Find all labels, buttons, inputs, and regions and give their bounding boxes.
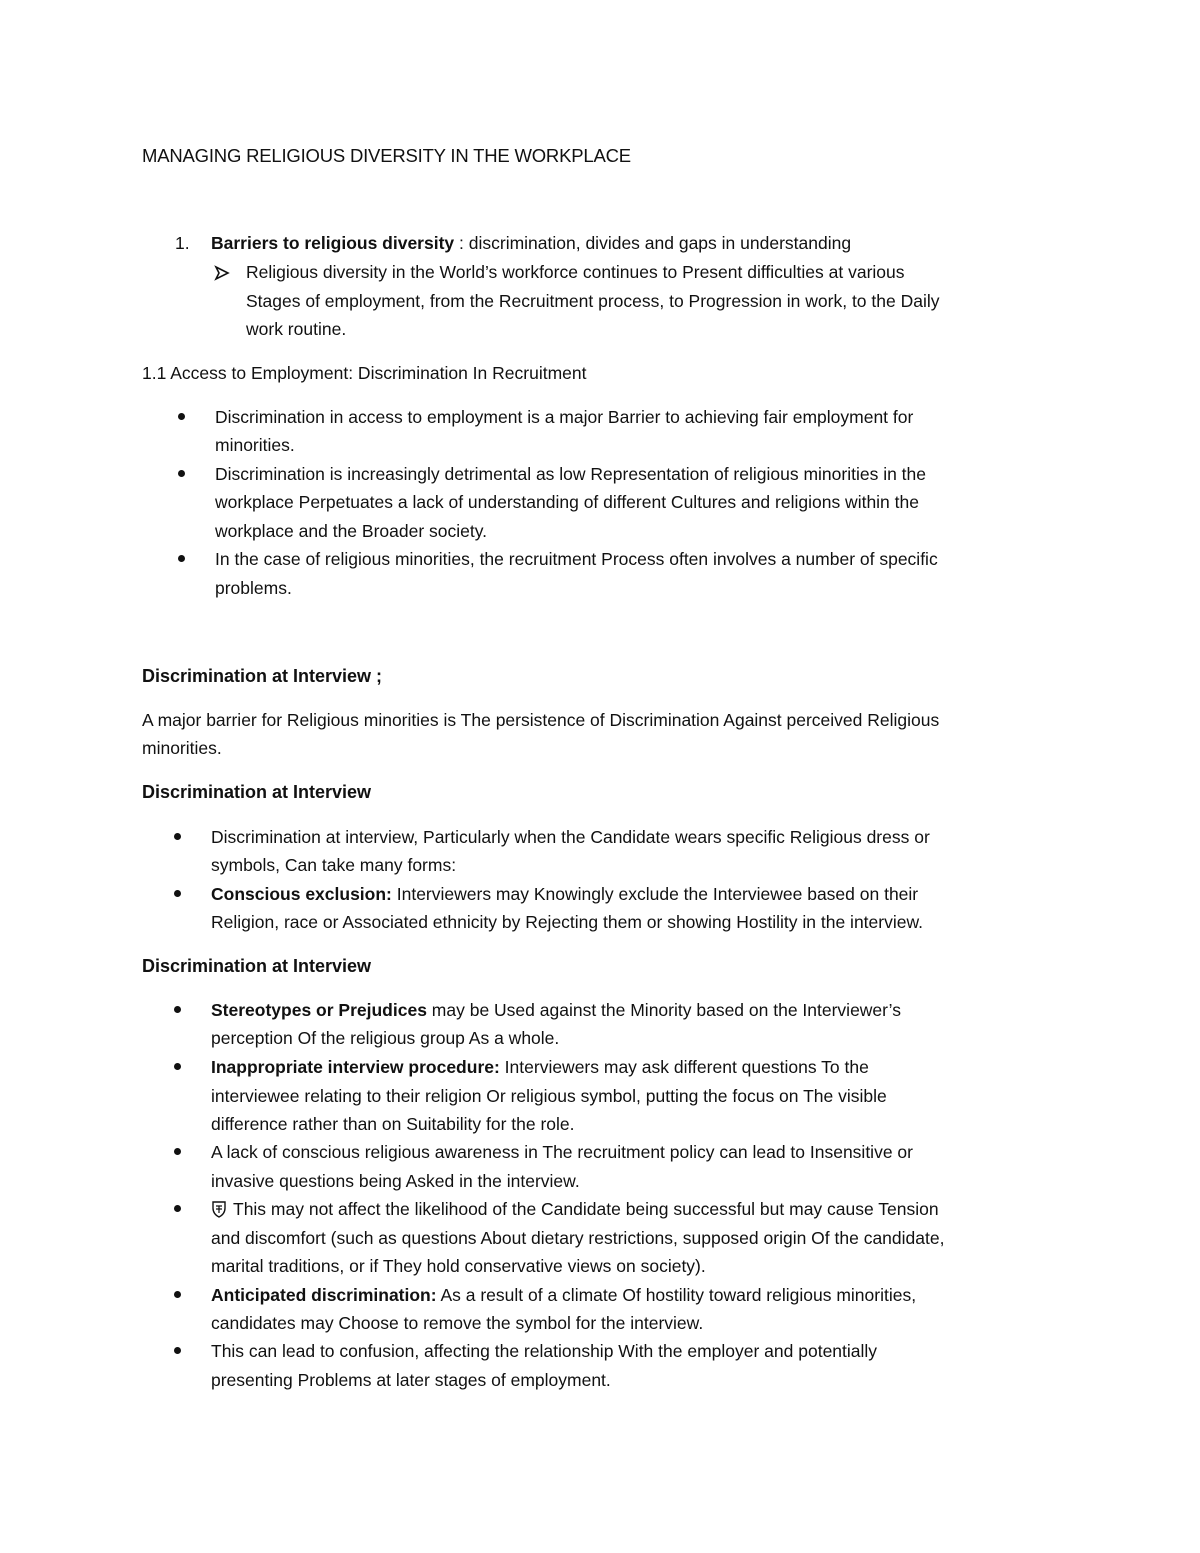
section1-label: Barriers to religious diversity: [211, 233, 455, 253]
bullet-line: [211, 1281, 916, 1309]
bullet-line: minorities.: [215, 435, 295, 455]
section1-rest: : discrimination, divides and gaps in understanding: [454, 233, 852, 253]
bullet-line: marital traditions, or if They hold conservative views on society).: [211, 1256, 706, 1276]
bullet-line: This can lead to confusion, affecting the relationship With the employer and potentially: [211, 1341, 878, 1361]
bullet-icon: [174, 1205, 181, 1212]
arrow-item-line: Stages of employment, from the Recruitment process, to Progression in work, to the Daily: [246, 291, 940, 311]
bullet-icon: [174, 1148, 181, 1155]
bullet-icon: [178, 470, 185, 477]
bullet-line: workplace Perpetuates a lack of understanding of different Cultures and religions within the: [215, 492, 919, 512]
shield-symbol-icon: [211, 1200, 227, 1218]
bullet-line: [211, 1195, 939, 1223]
bullet-icon: [178, 413, 185, 420]
bullet-text: Interviewers may ask different questions To the: [499, 1057, 869, 1077]
document-title: MANAGING RELIGIOUS DIVERSITY IN THE WORKPLACE: [142, 145, 631, 166]
bullet-line: difference rather than on Suitability for the role.: [211, 1114, 575, 1134]
bullet-line: [211, 996, 901, 1024]
bullet-line: candidates may Choose to remove the symbol for the interview.: [211, 1313, 704, 1333]
bullet-line: invasive questions being Asked in the interview.: [211, 1171, 580, 1191]
bullet-icon: [174, 833, 181, 840]
arrow-bullet-icon: [214, 265, 230, 281]
bullet-label: Conscious exclusion:: [211, 884, 392, 904]
bullet-line: [211, 880, 918, 908]
bullet-line: [211, 1053, 869, 1081]
bullet-icon: [174, 1006, 181, 1013]
bullet-icon: [174, 1347, 181, 1354]
section1-heading-line: [211, 229, 851, 257]
bullet-icon: [174, 890, 181, 897]
arrow-item-line: work routine.: [246, 319, 347, 339]
interview-heading-2: Discrimination at Interview: [142, 782, 372, 802]
bullet-text: As a result of a climate Of hostility toward religious minorities,: [436, 1285, 917, 1305]
bullet-line: Discrimination in access to employment is a major Barrier to achieving fair employment for: [215, 407, 914, 427]
interview-heading-3: Discrimination at Interview: [142, 956, 372, 976]
bullet-line: A lack of conscious religious awareness in The recruitment policy can lead to Insensitive or: [211, 1142, 913, 1162]
bullet-text: This may not affect the likelihood of the Candidate being successful but may cause Tension: [233, 1199, 939, 1219]
bullet-line: symbols, Can take many forms:: [211, 855, 457, 875]
bullet-text: may be Used against the Minority based on the Interviewer’s: [426, 1000, 901, 1020]
bullet-line: Religion, race or Associated ethnicity by Rejecting them or showing Hostility in the interview.: [211, 912, 924, 932]
bullet-text: Interviewers may Knowingly exclude the Interviewee based on their: [391, 884, 919, 904]
list-number: 1.: [175, 233, 190, 253]
bullet-line: Discrimination is increasingly detrimental as low Representation of religious minorities in the: [215, 464, 927, 484]
bullet-label: Inappropriate interview procedure:: [211, 1057, 500, 1077]
bullet-icon: [174, 1291, 181, 1298]
bullet-icon: [178, 555, 185, 562]
bullet-line: interviewee relating to their religion Or religious symbol, putting the focus on The visible: [211, 1086, 887, 1106]
bullet-line: problems.: [215, 578, 292, 598]
bullet-label: Anticipated discrimination:: [211, 1285, 437, 1305]
bullet-line: workplace and the Broader society.: [215, 521, 488, 541]
bullet-line: and discomfort (such as questions About dietary restrictions, supposed origin Of the candidate,: [211, 1228, 945, 1248]
interview-heading-1: Discrimination at Interview ;: [142, 666, 383, 686]
arrow-item-line: Religious diversity in the World’s workforce continues to Present difficulties at various: [246, 262, 905, 282]
paragraph-line: A major barrier for Religious minorities is The persistence of Discrimination Against perceived Religious: [142, 710, 940, 730]
bullet-line: presenting Problems at later stages of employment.: [211, 1370, 611, 1390]
bullet-line: Discrimination at interview, Particularly when the Candidate wears specific Religious dress or: [211, 827, 930, 847]
paragraph-line: minorities.: [142, 738, 222, 758]
bullet-line: perception Of the religious group As a whole.: [211, 1028, 560, 1048]
bullet-line: In the case of religious minorities, the recruitment Process often involves a number of specific: [215, 549, 938, 569]
section11-heading: 1.1 Access to Employment: Discrimination In Recruitment: [142, 363, 587, 383]
bullet-label: Stereotypes or Prejudices: [211, 1000, 427, 1020]
bullet-icon: [174, 1063, 181, 1070]
